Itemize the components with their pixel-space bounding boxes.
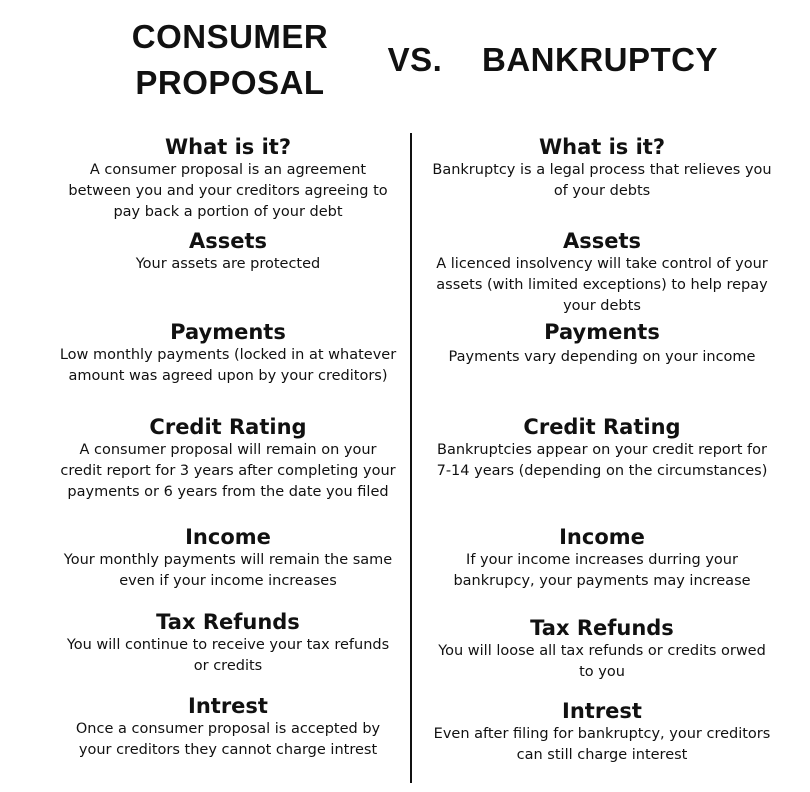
cp-assets-heading: Assets (188, 229, 268, 253)
consumer-proposal-title (100, 14, 360, 106)
cp-assets-section (58, 228, 398, 275)
bk-income-section (432, 524, 772, 592)
cp-income-heading: Income (185, 525, 271, 549)
bk-tax-section (432, 615, 772, 683)
bk-income-text: If your income increases durring your bankrupcy, your payments may increase (453, 552, 751, 589)
cp-interest-heading: Intrest (188, 694, 268, 718)
cp-tax-section (58, 609, 398, 677)
bk-interest-text: Even after filing for bankruptcy, your creditors can still charge interest (433, 726, 771, 763)
cp-payments-section (58, 319, 398, 387)
bk-interest-section (432, 698, 772, 766)
title-line-1: CONSUMER (131, 18, 329, 55)
bk-credit-heading: Credit Rating (523, 415, 681, 439)
cp-tax-text: You will continue to receive your tax refunds or credits (66, 637, 390, 674)
cp-interest-text: Once a consumer proposal is accepted by your creditors they cannot charge intrest (75, 721, 381, 758)
cp-credit-section (58, 414, 398, 503)
vs-label: VS. (387, 41, 443, 78)
bk-credit-section (432, 414, 772, 482)
bk-income-heading: Income (559, 525, 645, 549)
column-divider (410, 133, 412, 783)
cp-what-section (58, 134, 398, 223)
cp-payments-heading: Payments (170, 320, 286, 344)
bk-assets-heading: Assets (562, 229, 642, 253)
cp-tax-heading: Tax Refunds (156, 610, 300, 634)
bk-what-heading: What is it? (538, 135, 666, 159)
bk-credit-text: Bankruptcies appear on your credit report for 7-14 years (depending on the circumstances) (436, 442, 768, 479)
bk-payments-section (432, 319, 772, 368)
bankruptcy-title: BANKRUPTCY (482, 41, 718, 78)
cp-assets-text: Your assets are protected (135, 256, 321, 272)
bk-interest-heading: Intrest (562, 699, 642, 723)
cp-payments-text: Low monthly payments (locked in at whatever amount was agreed upon by your creditors) (59, 347, 397, 384)
bk-what-section (432, 134, 772, 202)
title-line-2: PROPOSAL (135, 64, 325, 101)
cp-income-section (58, 524, 398, 592)
bk-tax-text: You will loose all tax refunds or credits orwed to you (438, 643, 766, 680)
bk-assets-text: A licenced insolvency will take control of your assets (with limited exceptions) to help repay your debts (436, 256, 768, 314)
cp-credit-text: A consumer proposal will remain on your credit report for 3 years after completing your payments or 6 years from the date you filed (60, 442, 396, 500)
cp-what-heading: What is it? (164, 135, 292, 159)
cp-what-text: A consumer proposal is an agreement between you and your creditors agreeing to pay back a portion of your debt (68, 162, 388, 220)
bk-payments-heading: Payments (544, 320, 660, 344)
cp-income-text: Your monthly payments will remain the same even if your income increases (63, 552, 393, 589)
bk-payments-text: Payments vary depending on your income (448, 349, 756, 365)
cp-interest-section (58, 693, 398, 761)
bk-what-text: Bankruptcy is a legal process that relieves you of your debts (432, 162, 772, 199)
bk-tax-heading: Tax Refunds (530, 616, 674, 640)
bk-assets-section (432, 228, 772, 317)
cp-credit-heading: Credit Rating (149, 415, 307, 439)
